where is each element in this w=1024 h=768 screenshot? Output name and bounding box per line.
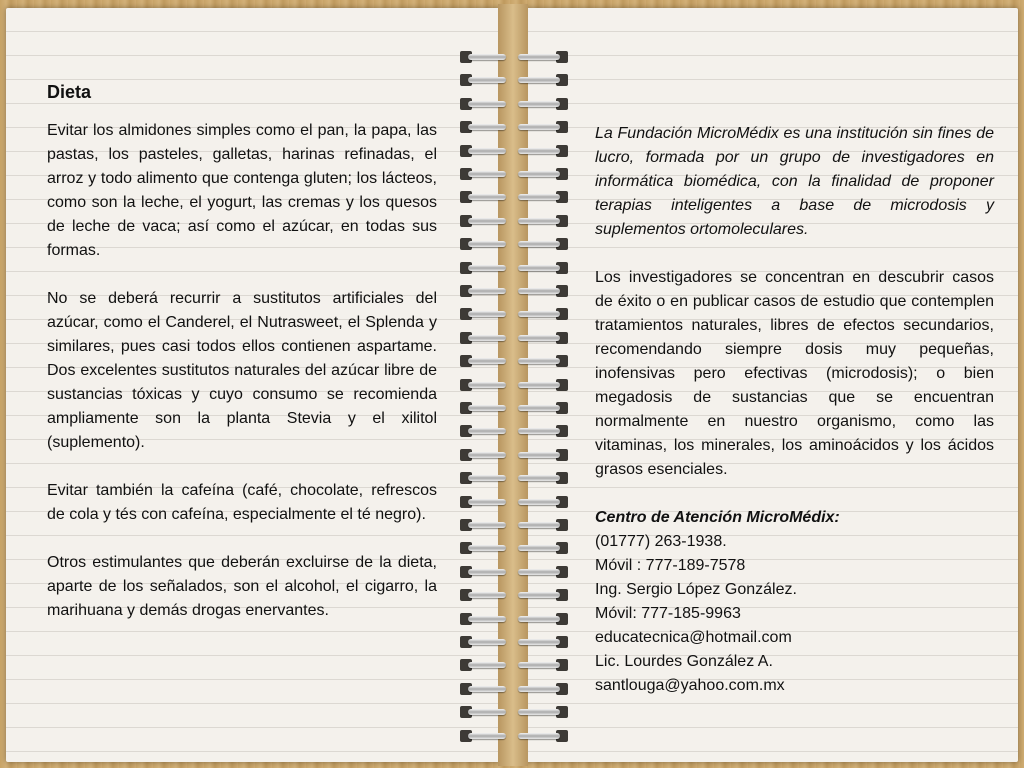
paragraph-starches: Evitar los almidones simples como el pan, la papa, las pastas, los pasteles, galletas, harinas refinadas, el arroz y todo alimento que contenga gluten; los lácteos, como son la leche, el yogurt, las cremas y los quesos de leche de vaca; así como el azúcar, en todas sus formas. xyxy=(47,122,437,259)
contact-email-2[interactable]: santlouga@yahoo.com.mx xyxy=(595,677,785,694)
spiral-coil xyxy=(460,518,568,532)
spiral-coil xyxy=(460,331,568,345)
paragraph-foundation-intro: La Fundación MicroMédix es una institución sin fines de lucro, formada por un grupo de investigadores en informática biomédica, con la finalidad de proponer terapias inteligentes a base de microdosis y suplementos ortomoleculares. xyxy=(595,125,994,238)
spiral-coil xyxy=(460,97,568,111)
spiral-coil xyxy=(460,50,568,64)
spiral-coil xyxy=(460,214,568,228)
spiral-coil xyxy=(460,448,568,462)
spiral-coil xyxy=(460,682,568,696)
contact-mobile-1: Móvil : 777-189-7578 xyxy=(595,557,746,574)
contact-block xyxy=(595,506,994,698)
spiral-coil xyxy=(460,471,568,485)
spiral-coil xyxy=(460,307,568,321)
contact-phone: (01777) 263-1938. xyxy=(595,533,727,550)
contact-email-1[interactable]: educatecnica@hotmail.com xyxy=(595,629,792,646)
spiral-coil xyxy=(460,612,568,626)
right-column xyxy=(595,122,994,698)
spiral-coil xyxy=(460,588,568,602)
paragraph-caffeine: Evitar también la cafeína (café, chocolate, refrescos de cola y tés con cafeína, especialmente el té negro). xyxy=(47,482,437,523)
spiral-coil xyxy=(460,565,568,579)
spiral-coil xyxy=(460,120,568,134)
page-title: Dieta xyxy=(47,82,92,102)
left-column xyxy=(47,80,437,647)
contact-name-1: Ing. Sergio López González. xyxy=(595,581,797,598)
spiral-coil xyxy=(460,167,568,181)
spiral-coil xyxy=(460,237,568,251)
contact-mobile-2: Móvil: 777-185-9963 xyxy=(595,605,741,622)
spiral-coil xyxy=(460,658,568,672)
paragraph-researchers: Los investigadores se concentran en descubrir casos de éxito o en publicar casos de estudio que contemplen tratamientos naturales, libres de efectos secundarios, recomendando siempre dosis muy pequeñas, inofensivas pero efectivas (microdosis); o bien megadosis de sustancias que se encuentran normalmente en nuestro organismo, como las vitaminas, los minerales, los aminoácidos y los ácidos grasos esenciales. xyxy=(595,269,994,478)
spiral-coil xyxy=(460,541,568,555)
contact-name-2: Lic. Lourdes González A. xyxy=(595,653,773,670)
spiral-coil xyxy=(460,284,568,298)
spiral-coil xyxy=(460,261,568,275)
spiral-coil xyxy=(460,73,568,87)
spiral-coil xyxy=(460,705,568,719)
spiral-coil xyxy=(460,401,568,415)
spiral-coil xyxy=(460,424,568,438)
spiral-coil xyxy=(460,190,568,204)
spiral-coil xyxy=(460,495,568,509)
spiral-coil xyxy=(460,378,568,392)
contact-heading: Centro de Atención MicroMédix: xyxy=(595,509,840,526)
paragraph-stimulants: Otros estimulantes que deberán excluirse de la dieta, aparte de los señalados, son el alcohol, el cigarro, la marihuana y demás drogas enervantes. xyxy=(47,554,437,619)
spiral-coil xyxy=(460,635,568,649)
spiral-coil xyxy=(460,144,568,158)
paragraph-sweeteners: No se deberá recurrir a sustitutos artificiales del azúcar, como el Canderel, el Nutrasweet, el Splenda y similares, pues casi todos ellos contienen aspartame. Dos excelentes sustitutos naturales del azúcar libre de sustancias tóxicas y cuyo consumo se recomienda ampliamente son la planta Stevia y el xilitol (suplemento). xyxy=(47,290,437,451)
spiral-coil xyxy=(460,354,568,368)
spiral-coil xyxy=(460,729,568,743)
